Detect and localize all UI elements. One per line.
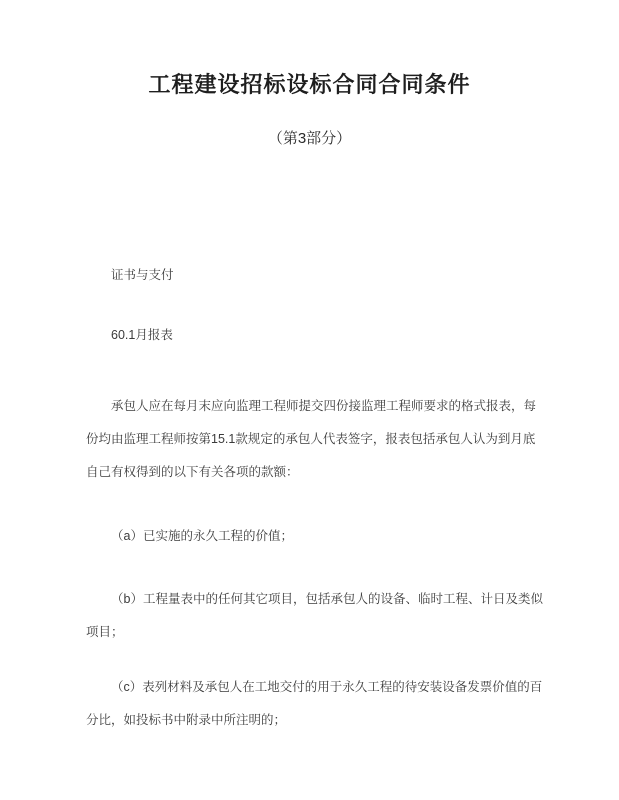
- list-item-line: （c）表列材料及承包人在工地交付的用于永久工程的待安装设备发票价值的百: [111, 680, 543, 694]
- paragraph-line: 承包人应在每月末应向监理工程师提交四份接监理工程师要求的格式报表，每: [111, 399, 537, 413]
- list-item-line: 项目；: [86, 625, 124, 639]
- clause-heading: 60.1月报表: [111, 328, 173, 342]
- paragraph-line: 自己有权得到的以下有关各项的款额：: [86, 465, 299, 479]
- list-item-line: （a）已实施的永久工程的价值；: [111, 529, 293, 543]
- list-item-c: [86, 671, 543, 737]
- document-title: 工程建设招标设标合同合同条件: [148, 72, 471, 97]
- list-item-b: [86, 583, 543, 649]
- list-item-line: 分比，如投标书中附录中所注明的；: [86, 713, 287, 727]
- list-item-a: [86, 520, 543, 553]
- document-body: [0, 268, 619, 737]
- paragraph-line: 份均由监理工程师按第15.1款规定的承包人代表签字，报表包括承包人认为到月底: [86, 432, 536, 446]
- intro-paragraph: [86, 390, 543, 489]
- chapter-heading: 证书与支付: [111, 268, 174, 282]
- document-subtitle: （第3部分）: [267, 130, 352, 147]
- list-item-line: （b）工程量表中的任何其它项目，包括承包人的设备、临时工程、计日及类似: [111, 592, 543, 606]
